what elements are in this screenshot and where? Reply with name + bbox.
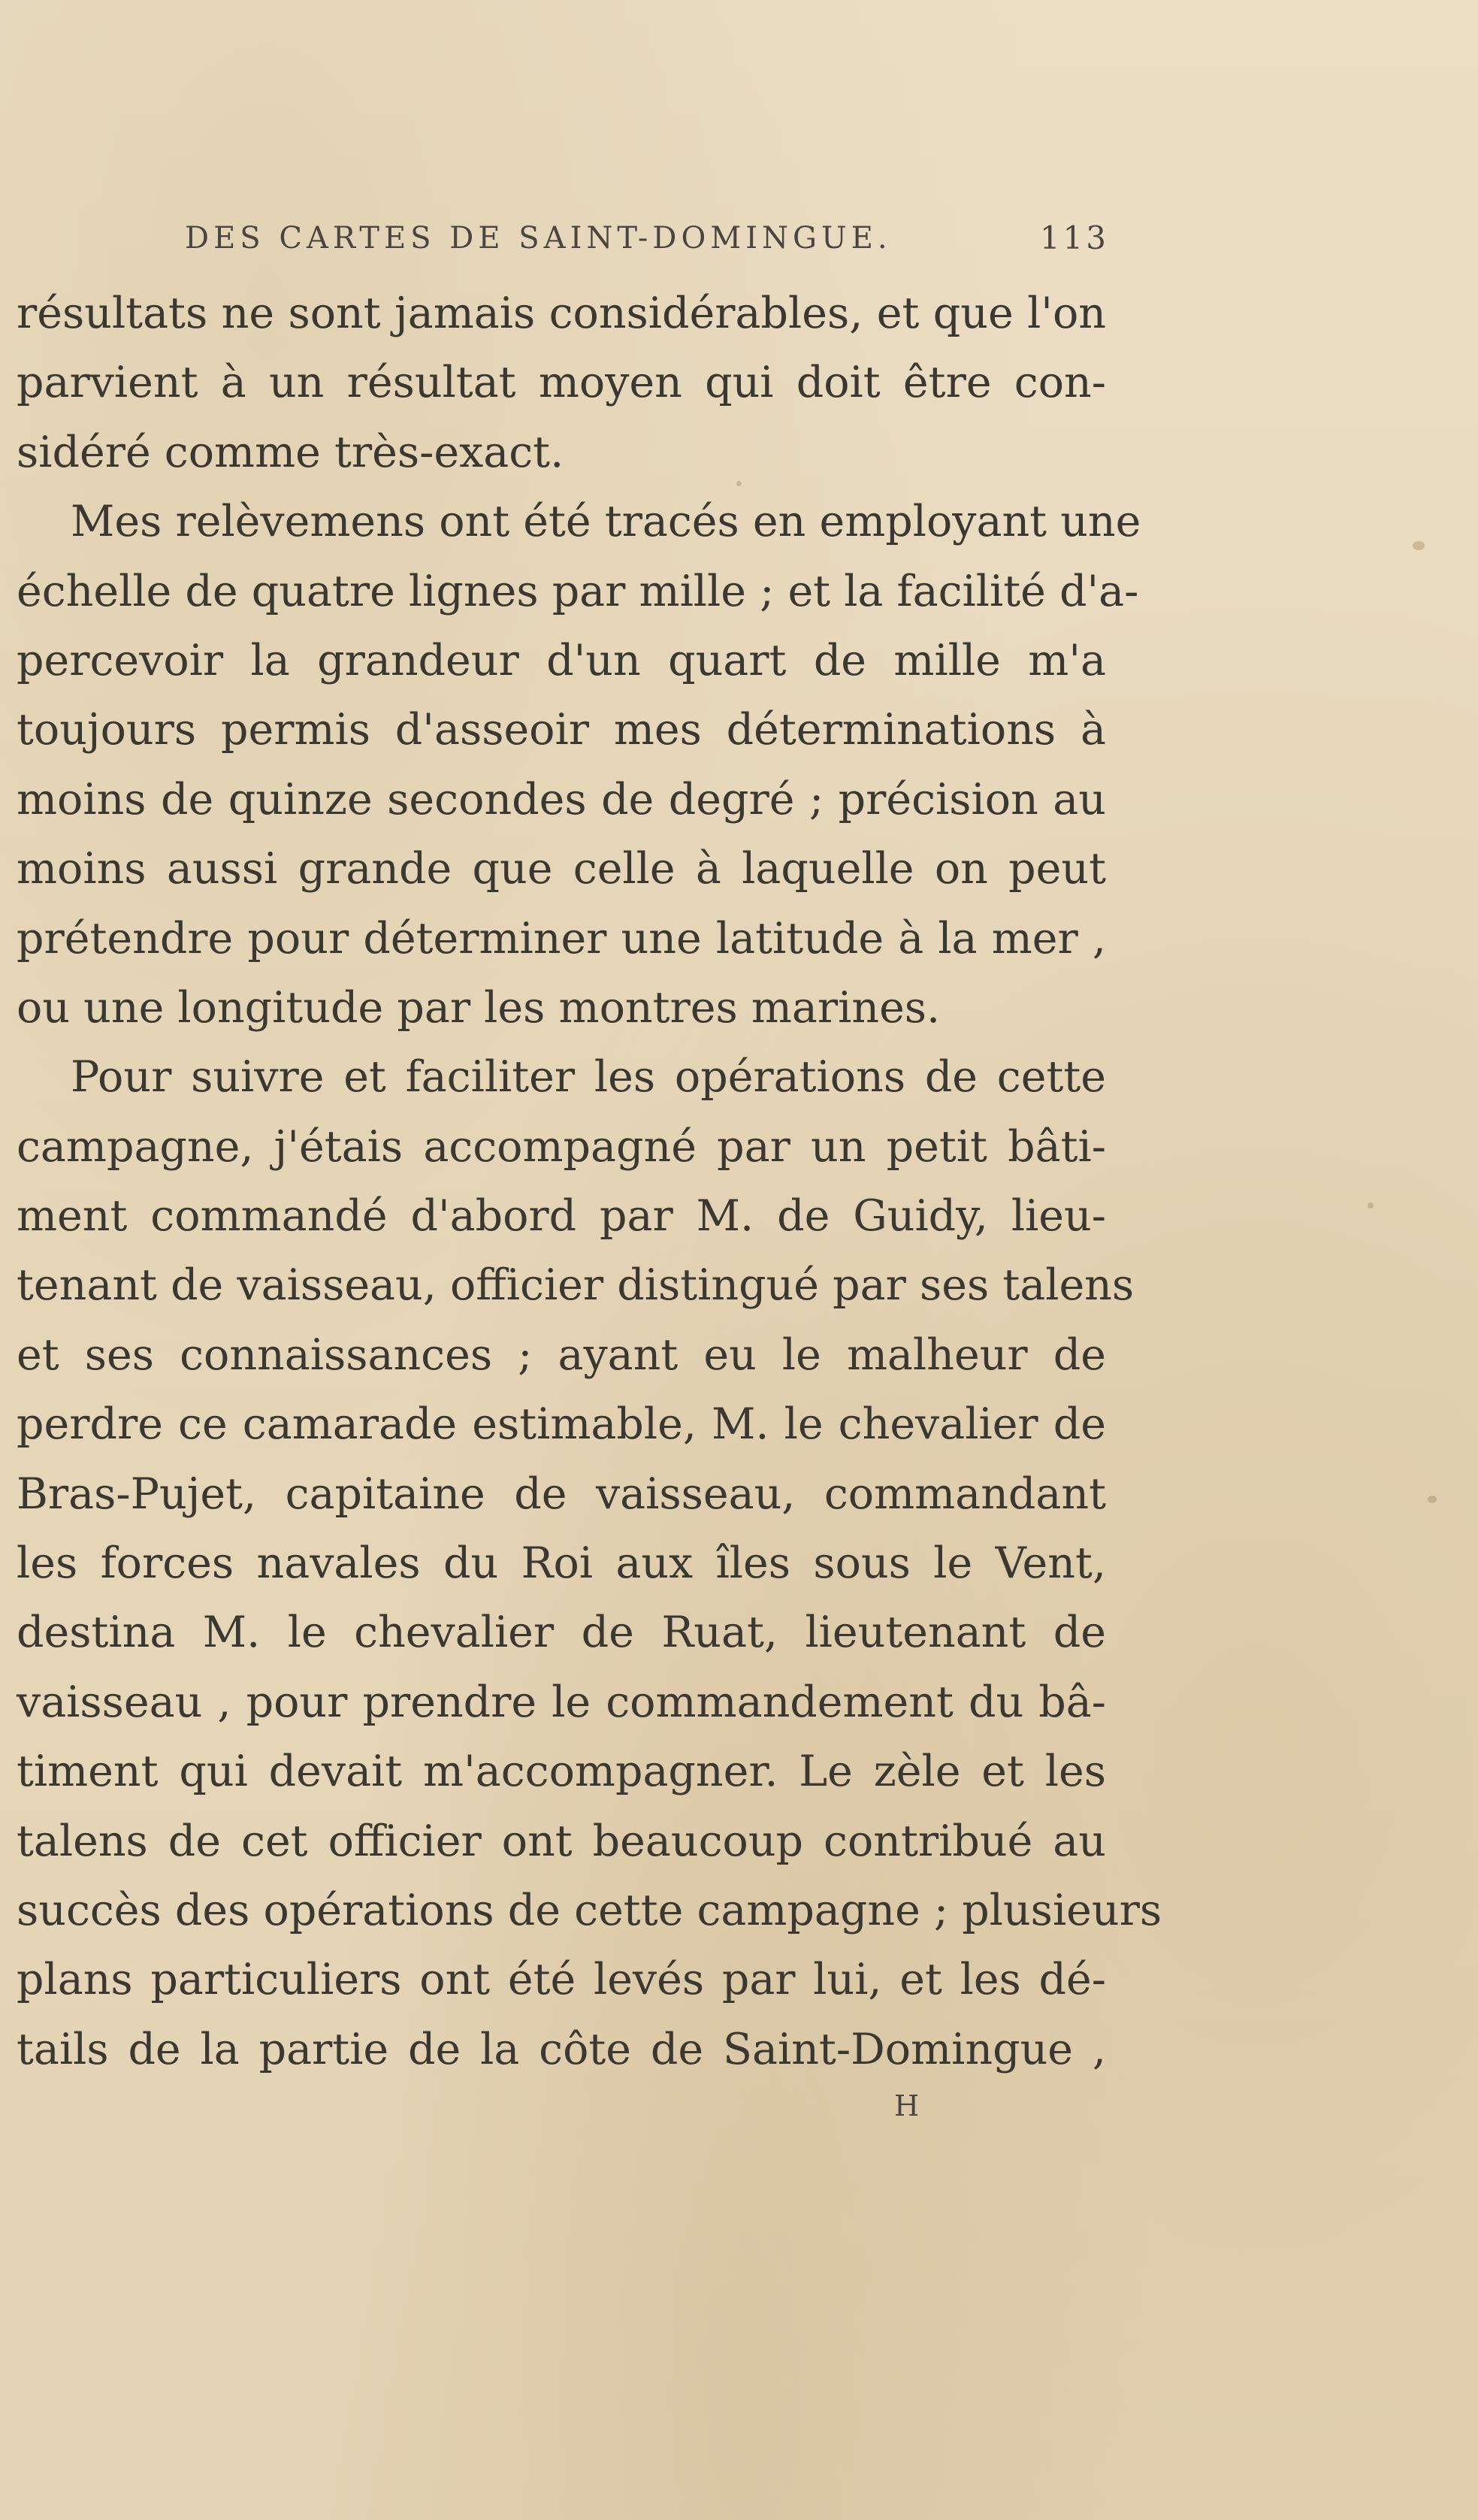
text-line: succès des opérations de cette campagne ; plusieurs [17,1885,1162,1935]
text-line: vaisseau , pour prendre le commandement du bâ- [17,1677,1106,1727]
text-line: et ses connaissances ; ayant eu le malheur de [17,1330,1106,1380]
text-line: sidéré comme très-exact. [17,427,564,477]
text-line: moins de quinze secondes de degré ; précision au [17,774,1106,824]
text-line: talens de cet officier ont beaucoup contribué au [17,1816,1106,1866]
text-line: prétendre pour déterminer une latitude à la mer , [17,913,1106,964]
text-line: ment commandé d'abord par M. de Guidy, lieu- [17,1191,1106,1242]
text-line: Mes relèvemens ont été tracés en employant une [71,497,1141,547]
foxing-spot [1413,541,1425,550]
foxing-spot [1428,1496,1437,1503]
text-line: timent qui devait m'accompagner. Le zèle et les [17,1747,1106,1797]
page-number: 113 [1039,219,1109,256]
text-line: plans particuliers ont été levés par lui, et les dé- [17,1955,1106,2005]
running-head: DES CARTES DE SAINT-DOMINGUE. [185,221,892,256]
text-line: perdre ce camarade estimable, M. le chevalier de [17,1399,1106,1450]
text-line: les forces navales du Roi aux îles sous le Vent, [17,1538,1106,1589]
text-line: tails de la partie de la côte de Saint-Domingue , [17,2024,1106,2074]
text-line: destina M. le chevalier de Ruat, lieutenant de [17,1608,1106,1658]
text-line: toujours permis d'asseoir mes déterminations à [17,705,1106,755]
signature-mark: H [894,2089,920,2122]
page-header [185,215,1109,268]
text-line: ou une longitude par les montres marines. [17,982,941,1033]
text-line: campagne, j'étais accompagné par un petit bâti- [17,1121,1106,1172]
text-line: parvient à un résultat moyen qui doit être con- [17,358,1106,408]
text-line: échelle de quatre lignes par mille ; et la facilité d'a- [17,566,1139,616]
text-line: tenant de vaisseau, officier distingué par ses talens [17,1260,1135,1311]
body-text [17,279,1162,2084]
text-line: Bras-Pujet, capitaine de vaisseau, commandant [17,1469,1106,1519]
foxing-spot [1368,1203,1374,1209]
text-line: Pour suivre et faciliter les opérations de cette [71,1052,1106,1103]
text-line: moins aussi grande que celle à laquelle on peut [17,844,1106,894]
text-line: percevoir la grandeur d'un quart de mille m'a [17,635,1106,685]
text-line: résultats ne sont jamais considérables, et que l'on [17,289,1106,338]
